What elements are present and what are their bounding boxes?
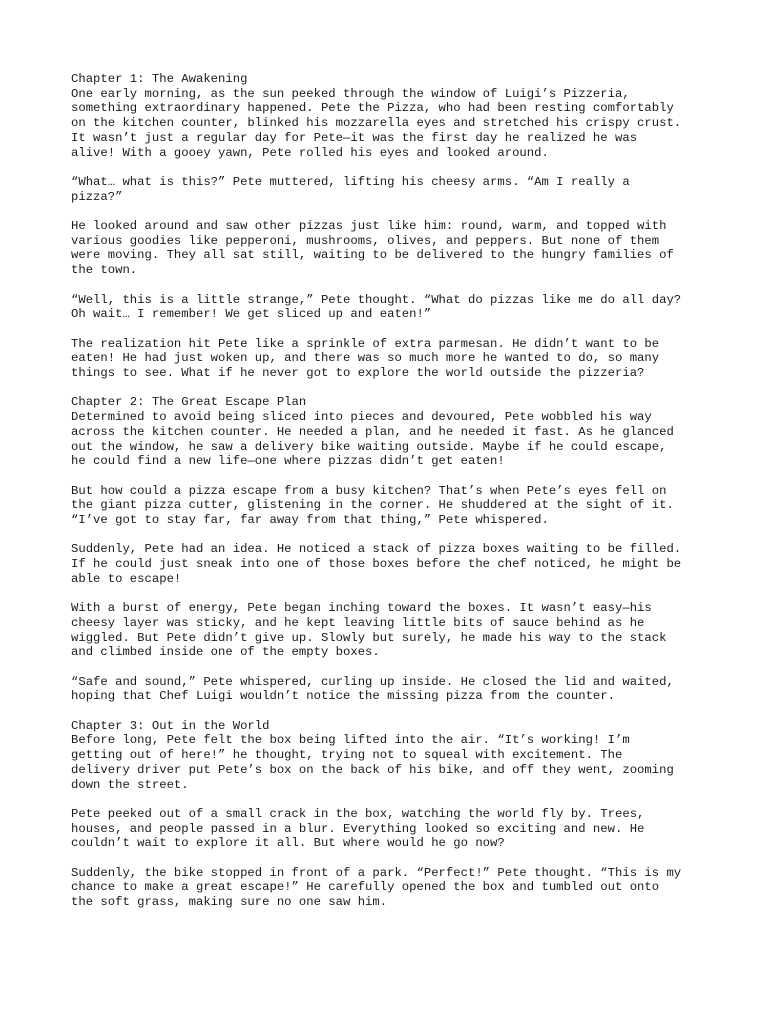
paragraph: Determined to avoid being sliced into pieces and devoured, Pete wobbled his way across the kitchen counter. He needed a plan, and he needed it fast. As he glanced out the window, he saw a delivery bike waiting outside. Maybe if he could escape, he could find a new life—one where pizzas didn’t get eaten! xyxy=(71,410,674,469)
chapter-3 xyxy=(71,719,761,910)
paragraph: “Safe and sound,” Pete whispered, curling up inside. He closed the lid and waited, hoping that Chef Luigi wouldn’t notice the missing pizza from the counter. xyxy=(71,674,674,704)
chapter-title: Chapter 1: The Awakening xyxy=(71,72,248,86)
paragraph: He looked around and saw other pizzas just like him: round, warm, and topped with various goodies like pepperoni, mushrooms, olives, and peppers. But none of them were moving. They all sat still, waiting to be delivered to the hungry families of the town. xyxy=(71,219,674,278)
chapter-title: Chapter 2: The Great Escape Plan xyxy=(71,395,307,410)
paragraph: With a burst of energy, Pete began inching toward the boxes. It wasn’t easy—his cheesy layer was sticky, and he kept leaving little bits of sauce behind as he wiggled. But Pete didn’t give up. Slowly but surely, he made his way to the stack and climbed inside one of the empty boxes. xyxy=(71,601,667,660)
paragraph: But how could a pizza escape from a busy kitchen? That’s when Pete’s eyes fell on the giant pizza cutter, glistening in the corner. He shuddered at the sight of it. “I’ve got to stay far, far away from that thing,” Pete whispered. xyxy=(71,483,674,527)
chapter-1 xyxy=(71,72,761,381)
paragraph: Suddenly, the bike stopped in front of a park. “Perfect!” Pete thought. “This is my chance to make a great escape!” He carefully opened the box and tumbled out onto the soft grass, making sure no one saw him. xyxy=(71,865,682,910)
chapter-title: Chapter 3: Out in the World xyxy=(71,718,270,733)
paragraph: Suddenly, Pete had an idea. He noticed a stack of pizza boxes waiting to be filled. If he could just sneak into one of those boxes before the chef noticed, he might be able to escape! xyxy=(71,542,682,586)
paragraph: The realization hit Pete like a sprinkle of extra parmesan. He didn’t want to be eaten! He had just woken up, and there was so much more he wanted to do, so many things to see. What if he never got to explore the world outside the pizzeria? xyxy=(71,336,660,380)
paragraph: Before long, Pete felt the box being lifted into the air. “It’s working! I’m getting out of here!” he thought, trying not to squeal with excitement. The delivery driver put Pete’s box on the back of his bike, and off they went, zooming down the street. xyxy=(71,733,674,792)
chapter-2 xyxy=(71,395,761,704)
paragraph: “Well, this is a little strange,” Pete thought. “What do pizzas like me do all day? Oh wait… I remember! We get sliced up and eaten!” xyxy=(71,292,682,322)
paragraph: One early morning, as the sun peeked through the window of Luigi’s Pizzeria, something extraordinary happened. Pete the Pizza, who had been resting comfortably on the kitchen counter, blinked his mozzarella eyes and stretched his crispy crust. It wasn’t just a regular day for Pete—it was the first day he realized he was alive! With a gooey yawn, Pete rolled his eyes and looked around. xyxy=(71,86,682,160)
document-page xyxy=(71,72,761,925)
paragraph: Pete peeked out of a small crack in the box, watching the world fly by. Trees, houses, and people passed in a blur. Everything looked so exciting and new. He couldn’t wait to explore it all. But where would he go now? xyxy=(71,806,645,851)
paragraph: “What… what is this?” Pete muttered, lifting his cheesy arms. “Am I really a pizza?” xyxy=(71,174,630,204)
